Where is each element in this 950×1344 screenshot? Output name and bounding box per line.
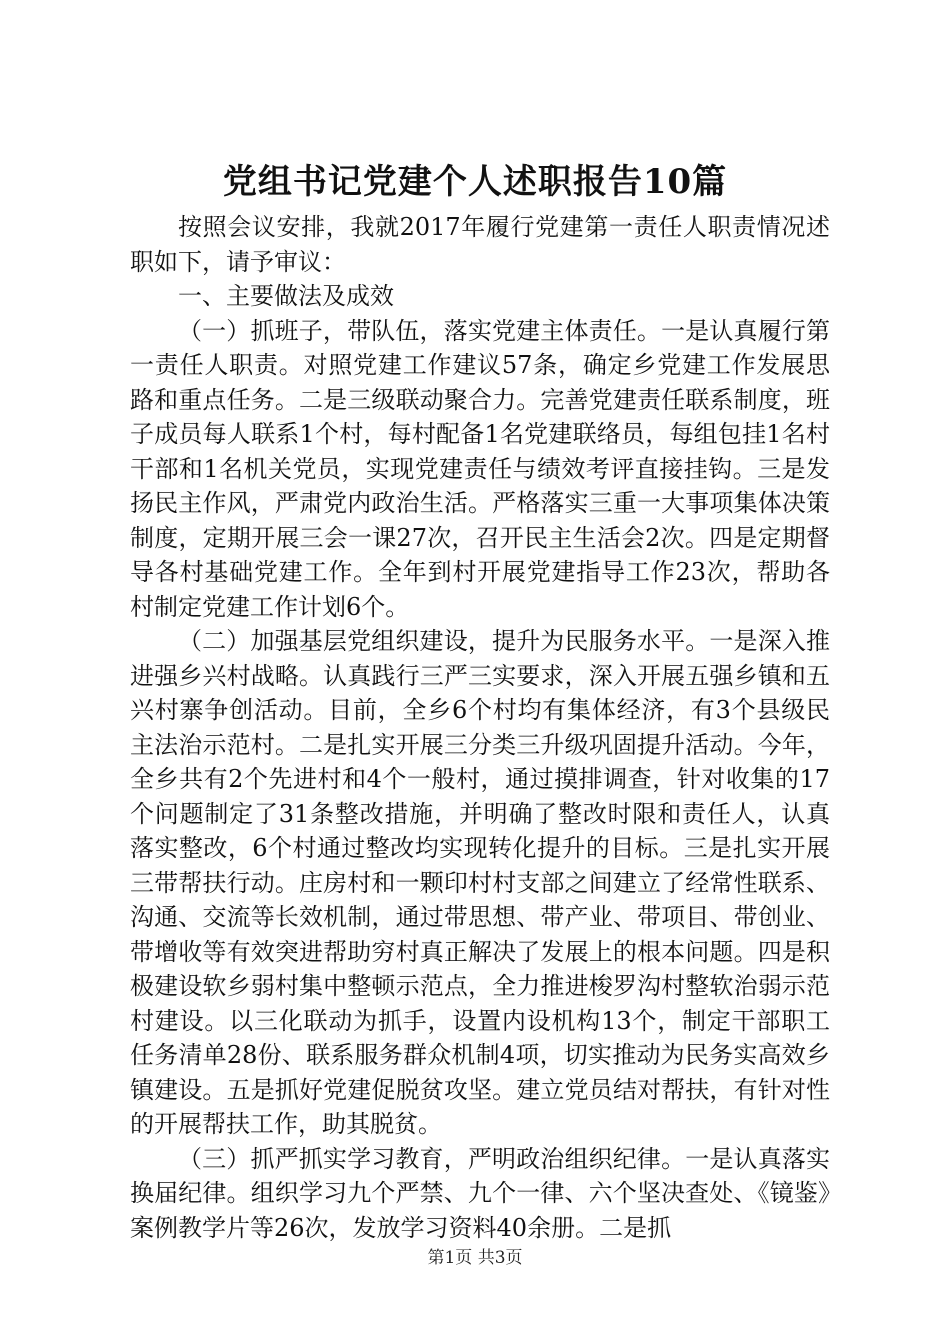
section-heading: 一、主要做法及成效 (178, 282, 394, 310)
document-body (130, 210, 830, 1245)
body-paragraph: （一）抓班子，带队伍，落实党建主体责任。一是认真履行第一责任人职责。对照党建工作建议57条，确定乡党建工作发展思路和重点任务。二是三级联动聚合力。完善党建责任联系制度，班子成员每人联系1个村，每村配备1名党建联络员，每组包挂1名村干部和1名机关党员，实现党建责任与绩效考评直接挂钩。三是发扬民主作风，严肃党内政治生活。严格落实三重一大事项集体决策制度，定期开展三会一课27次，召开民主生活会2次。四是定期督导各村基础党建工作。全年到村开展党建指导工作23次，帮助各村制定党建工作计划6个。 (130, 316, 830, 621)
body-paragraph: （三）抓严抓实学习教育，严明政治组织纪律。一是认真落实换届纪律。组织学习九个严禁、九个一律、六个坚决查处、《镜鉴》案例教学片等26次，发放学习资料40余册。二是抓 (130, 1144, 830, 1242)
document-title: 党组书记党建个人述职报告10篇 (222, 162, 728, 202)
intro-paragraph: 按照会议安排，我就2017年履行党建第一责任人职责情况述职如下，请予审议： (130, 213, 830, 276)
body-paragraph: （二）加强基层党组织建设，提升为民服务水平。一是深入推进强乡兴村战略。认真践行三严三实要求，深入开展五强乡镇和五兴村寨争创活动。目前，全乡6个村均有集体经济，有3个县级民主法治示范村。二是扎实开展三分类三升级巩固提升活动。今年，全乡共有2个先进村和4个一般村，通过摸排调查，针对收集的17个问题制定了31条整改措施，并明确了整改时限和责任人，认真落实整改，6个村通过整改均实现转化提升的目标。三是扎实开展三带帮扶行动。庄房村和一颗印村村支部之间建立了经常性联系、沟通、交流等长效机制，通过带思想、带产业、带项目、带创业、带增收等有效突进帮助穷村真正解决了发展上的根本问题。四是积极建设软乡弱村集中整顿示范点，全力推进梭罗沟村整软治弱示范村建设。以三化联动为抓手，设置内设机构13个，制定干部职工任务清单28份、联系服务群众机制4项，切实推动为民务实高效乡镇建设。五是抓好党建促脱贫攻坚。建立党员结对帮扶，有针对性的开展帮扶工作，助其脱贫。 (130, 627, 830, 1138)
page-number-footer: 第1页 共3页 (427, 1248, 523, 1268)
